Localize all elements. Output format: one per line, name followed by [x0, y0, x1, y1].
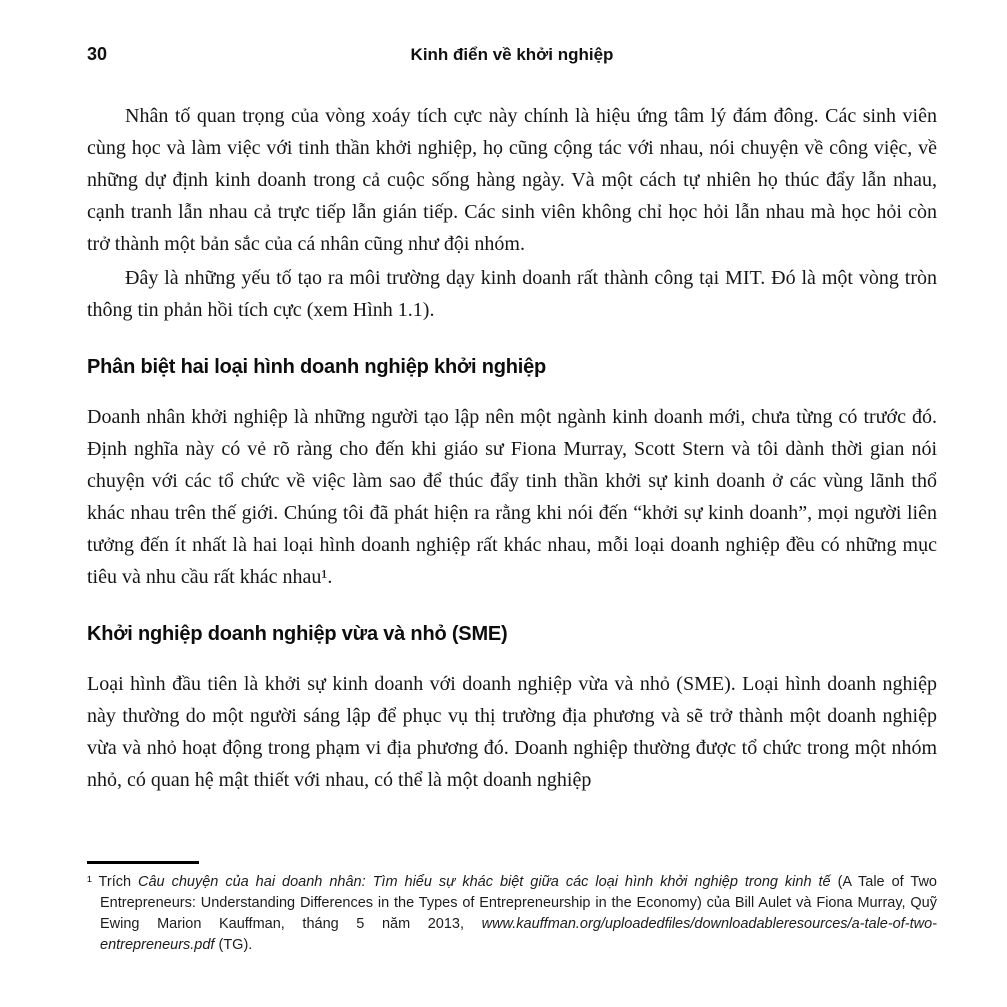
footnote-segment: (A Tale of Two Entrepreneurs: Understanding Differences in the Types of Entrepreneurship in the Economy) của Bill Aulet và Fiona Murray, Quỹ Ewing Marion Kauffman, tháng 5 năm 2013,	[100, 874, 937, 932]
footnote-segment: (TG).	[214, 937, 253, 953]
paragraph-sme-description: Loại hình đầu tiên là khởi sự kinh doanh với doanh nghiệp vừa và nhỏ (SME). Loại hình doanh nghiệp này thường do một người sáng lập để phục vụ thị trường địa phương và sẽ trở thành một doanh nghiệp vừa và nhỏ hoạt động trong phạm vi địa phương đó. Doanh nghiệp thường được tổ chức trong một nhóm nhỏ, có quan hệ mật thiết với nhau, có thể là một doanh nghiệp	[87, 673, 937, 791]
paragraph-mit-environment: Đây là những yếu tố tạo ra môi trường dạy kinh doanh rất thành công tại MIT. Đó là một vòng tròn thông tin phản hồi tích cực (xem Hình 1.1).	[87, 267, 937, 321]
heading-sme-startup: Khởi nghiệp doanh nghiệp vừa và nhỏ (SME)	[87, 623, 508, 645]
book-page	[87, 44, 937, 984]
footnote-separator-rule	[87, 861, 199, 864]
page-header	[87, 44, 937, 70]
footnote-segment: ¹ Trích	[87, 874, 139, 890]
page-number: 30	[87, 44, 108, 64]
body-text	[87, 100, 937, 796]
footnote-title-vietnamese: Câu chuyện của hai doanh nhân: Tìm hiểu sự khác biệt giữa các loại hình khởi nghiệp trong kinh tế	[138, 874, 831, 890]
running-title: Kinh điển về khởi nghiệp	[410, 45, 614, 64]
footnote-text	[87, 872, 937, 956]
paragraph-entrepreneur-definition: Doanh nhân khởi nghiệp là những người tạo lập nên một ngành kinh doanh mới, chưa từng có trước đó. Định nghĩa này có vẻ rõ ràng cho đến khi giáo sư Fiona Murray, Scott Stern và tôi dành thời gian nói chuyện với các tổ chức về việc làm sao để thúc đẩy tinh thần khởi sự kinh doanh ở các vùng lãnh thổ khác nhau trên thế giới. Chúng tôi đã phát hiện ra rằng khi nói đến “khởi sự kinh doanh”, mọi người liên tưởng đến ít nhất là hai loại hình doanh nghiệp rất khác nhau, mỗi loại doanh nghiệp đều có những mục tiêu và nhu cầu rất khác nhau¹.	[87, 406, 937, 588]
footnote-block	[87, 861, 937, 956]
paragraph-positive-spiral: Nhân tố quan trọng của vòng xoáy tích cực này chính là hiệu ứng tâm lý đám đông. Các sinh viên cùng học và làm việc với tinh thần khởi nghiệp, họ cũng cộng tác với nhau, nói chuyện về công việc, về những dự định kinh doanh trong cả cuộc sống hàng ngày. Và một cách tự nhiên họ thúc đẩy lẫn nhau, cạnh tranh lẫn nhau cả trực tiếp lẫn gián tiếp. Các sinh viên không chỉ học hỏi lẫn nhau mà học hỏi còn trở thành một bản sắc của cá nhân cũng như đội nhóm.	[87, 105, 937, 255]
heading-two-types-of-startups: Phân biệt hai loại hình doanh nghiệp khởi nghiệp	[87, 356, 547, 378]
footnote-url: www.kauffman.org/uploadedfiles/downloadableresources/a-tale-of-two-entrepreneurs.pdf	[100, 916, 937, 953]
